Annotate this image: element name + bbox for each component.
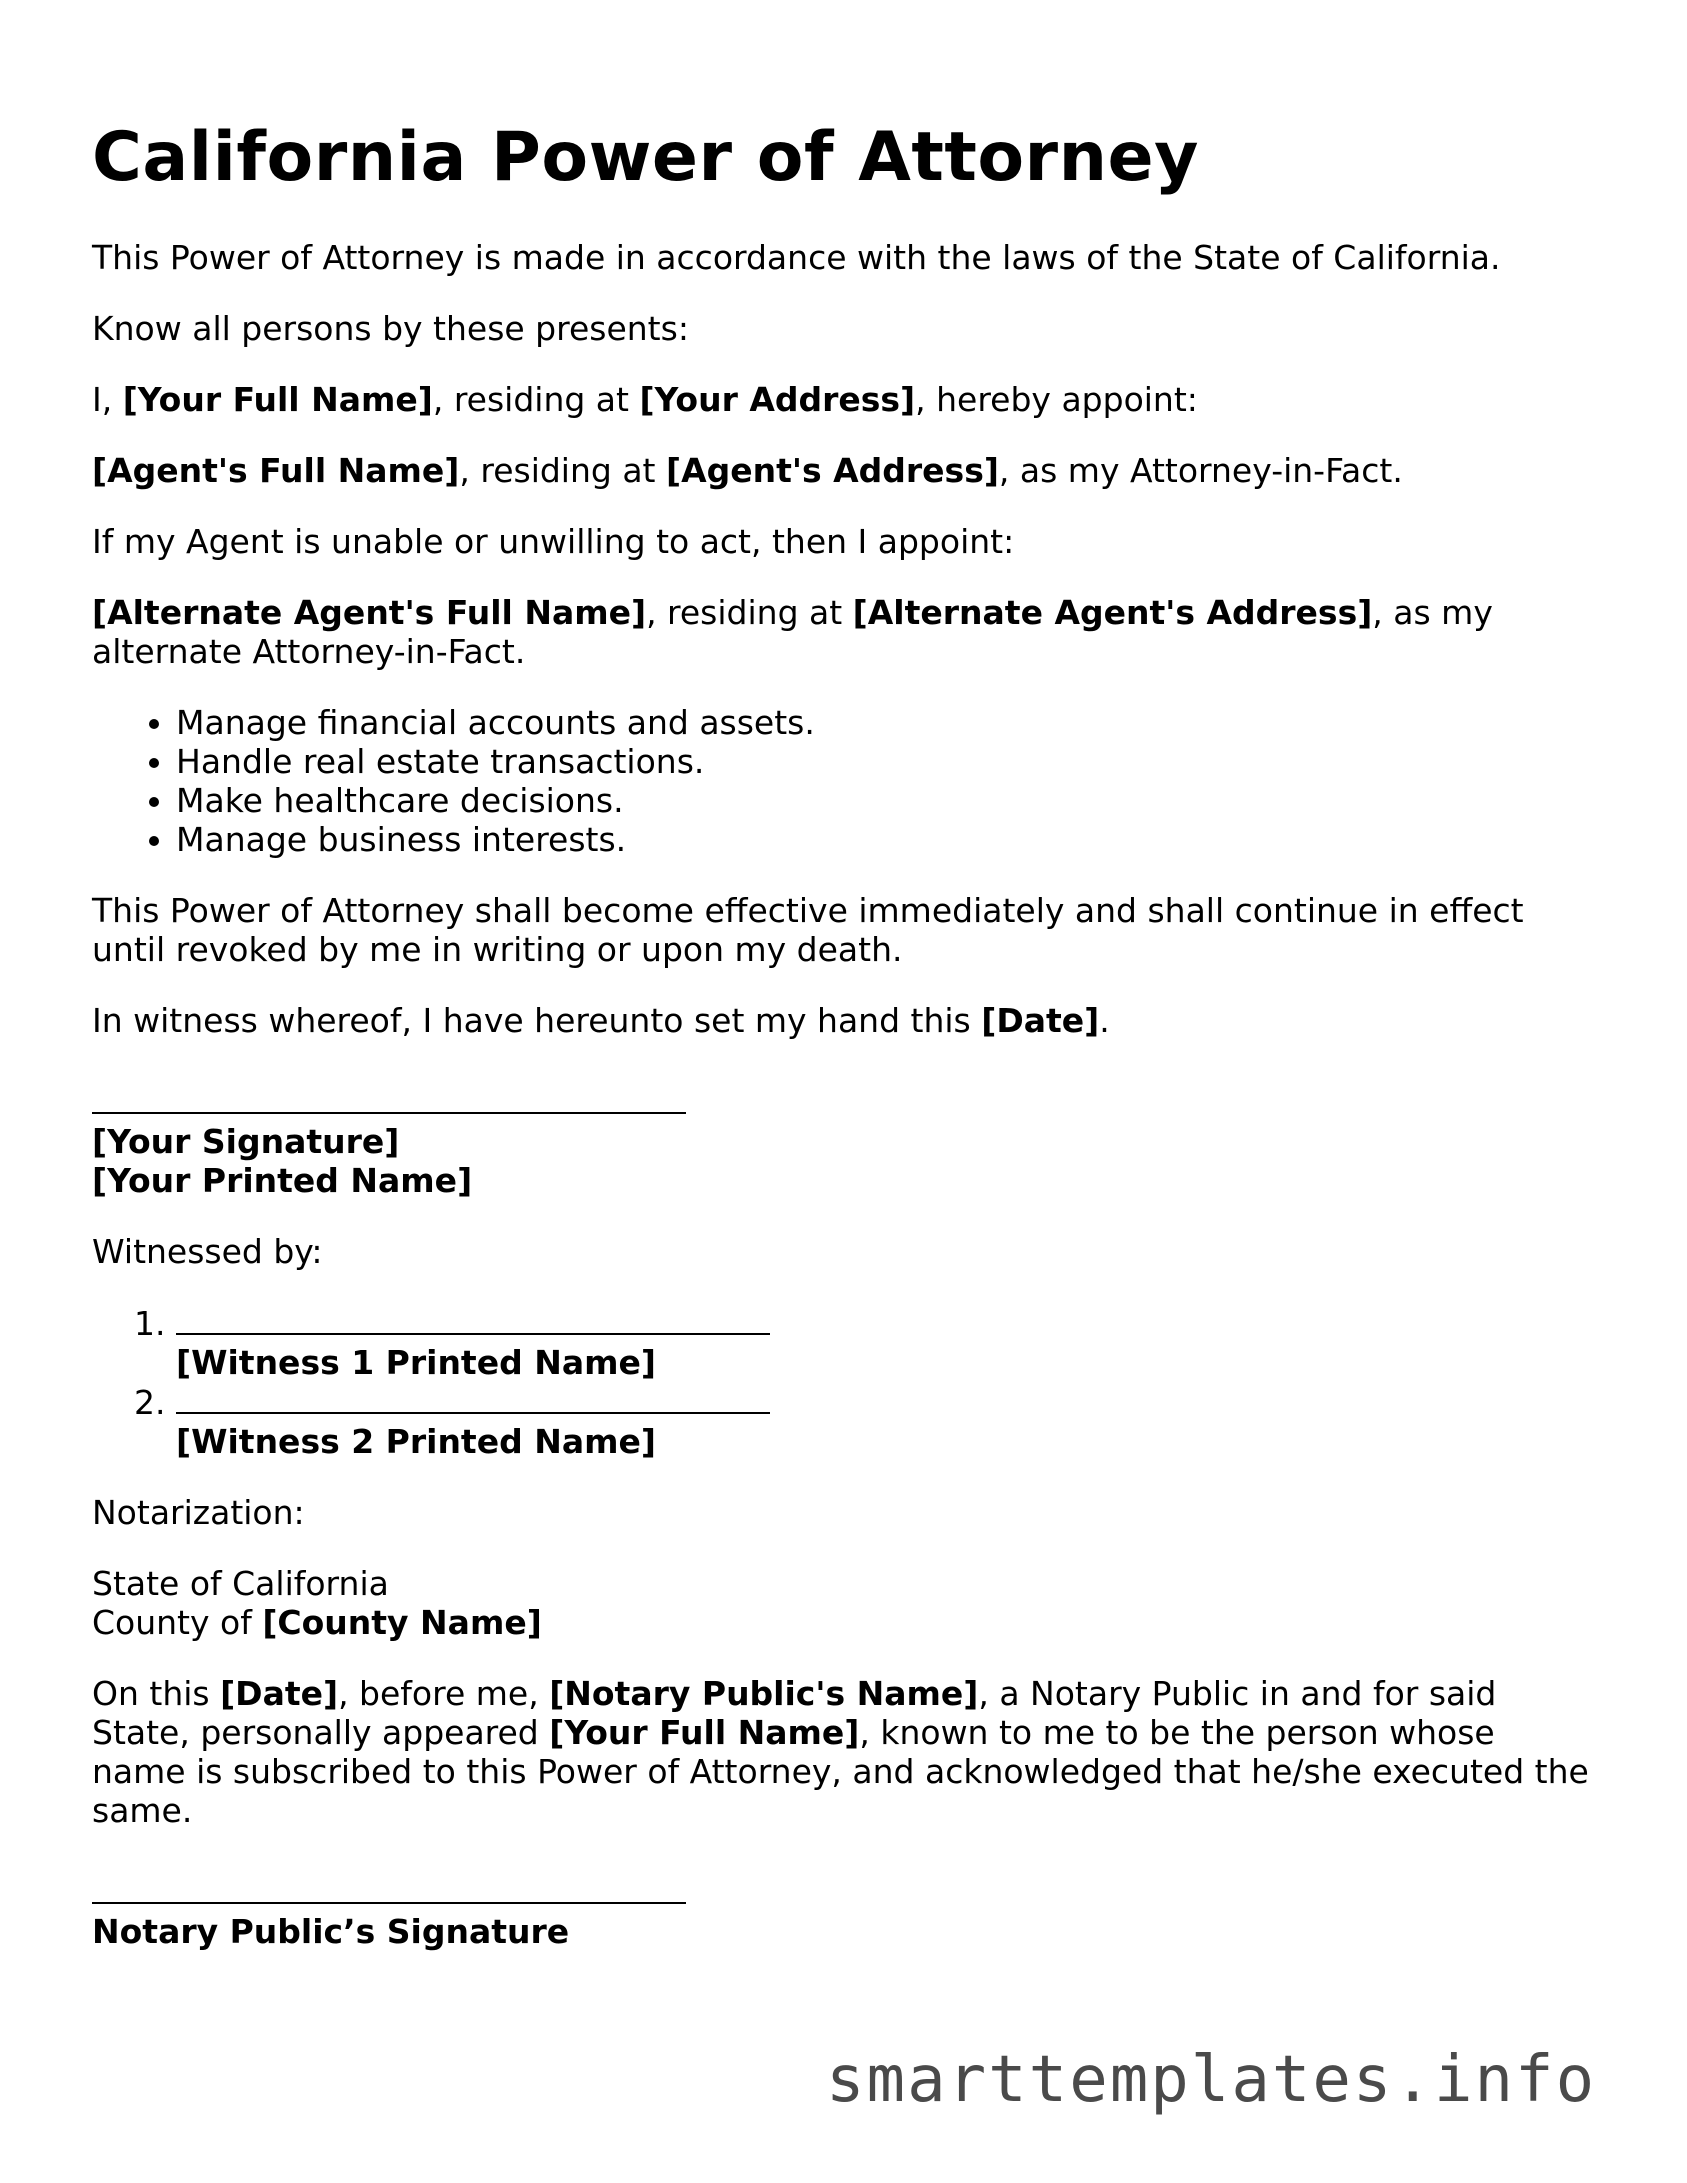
witness-name-label: [Witness 1 Printed Name] xyxy=(176,1343,656,1382)
principal-signature-block xyxy=(92,1082,1592,1200)
notary-signature-block xyxy=(92,1872,1592,1951)
signature-line xyxy=(92,1872,1592,1912)
list-item: • Manage business interests. xyxy=(176,820,1592,859)
notary-date-field: [Date] xyxy=(220,1674,339,1713)
witness-signature-line xyxy=(176,1303,770,1335)
witness-name-label: [Witness 2 Printed Name] xyxy=(176,1422,656,1461)
principal-name-field: [Your Full Name] xyxy=(122,380,433,419)
notarization-heading: Notarization: xyxy=(92,1493,305,1532)
powers-list xyxy=(92,703,1592,859)
agent-appointment: [Agent's Full Name], residing at [Agent's Address], as my Attorney-in-Fact. xyxy=(92,451,1403,490)
alternate-appointment: [Alternate Agent's Full Name], residing at [Alternate Agent's Address], as my alternate Attorney-in-Fact. xyxy=(92,593,1493,671)
venue-block: State of California County of [County Name] xyxy=(92,1564,542,1642)
list-item: • Make healthcare decisions. xyxy=(176,781,1592,820)
document-title: California Power of Attorney xyxy=(92,118,1199,197)
printed-name-label: [Your Printed Name] xyxy=(92,1161,473,1200)
list-item xyxy=(176,1382,1592,1461)
list-item xyxy=(176,1303,1592,1382)
principal-appointment: I, [Your Full Name], residing at [Your Address], hereby appoint: xyxy=(92,380,1198,419)
list-item: • Manage financial accounts and assets. xyxy=(176,703,1592,742)
alternate-address-field: [Alternate Agent's Address] xyxy=(852,593,1373,632)
agent-name-field: [Agent's Full Name] xyxy=(92,451,460,490)
know-all-paragraph: Know all persons by these presents: xyxy=(92,309,689,348)
witness-list xyxy=(92,1303,1592,1461)
watermark: smarttemplates.info xyxy=(826,2043,1597,2117)
date-field: [Date] xyxy=(981,1001,1100,1040)
signature-label: [Your Signature] xyxy=(92,1122,400,1161)
notary-signature-label: Notary Public’s Signature xyxy=(92,1912,570,1951)
county-field: [County Name] xyxy=(262,1603,542,1642)
witnessed-by-label: Witnessed by: xyxy=(92,1232,323,1271)
list-item: • Handle real estate transactions. xyxy=(176,742,1592,781)
principal-name-field: [Your Full Name] xyxy=(549,1713,860,1752)
intro-paragraph: This Power of Attorney is made in accordance with the laws of the State of California. xyxy=(92,238,1501,277)
alternate-name-field: [Alternate Agent's Full Name] xyxy=(92,593,647,632)
unable-paragraph: If my Agent is unable or unwilling to act, then I appoint: xyxy=(92,522,1015,561)
witness-statement: In witness whereof, I have hereunto set my hand this [Date]. xyxy=(92,1001,1110,1040)
principal-address-field: [Your Address] xyxy=(639,380,916,419)
agent-address-field: [Agent's Address] xyxy=(665,451,999,490)
signature-line xyxy=(92,1082,1592,1122)
notary-name-field: [Notary Public's Name] xyxy=(549,1674,979,1713)
effective-paragraph: This Power of Attorney shall become effective immediately and shall continue in effect until revoked by me in writing or upon my death. xyxy=(92,891,1524,969)
witness-signature-line xyxy=(176,1382,770,1414)
acknowledgment-paragraph: On this [Date], before me, [Notary Public's Name], a Notary Public in and for said State, personally appeared [Your Full Name], known to me to be the person whose name is subscribed to this Power of Attorney, and acknowledged that he/she executed the same. xyxy=(92,1674,1589,1830)
document-body xyxy=(92,118,1592,1951)
